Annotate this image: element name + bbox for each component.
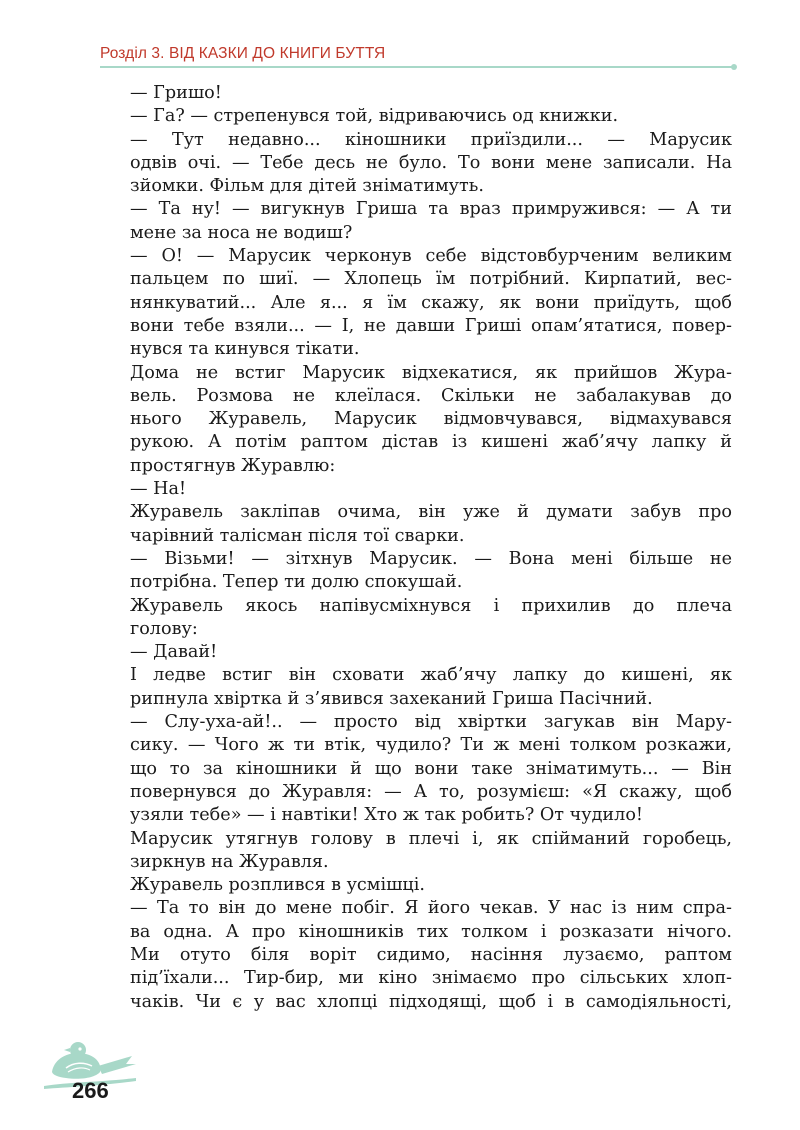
header-rule-dot bbox=[731, 64, 737, 70]
text-line: чаків. Чи є у вас хлопці підходящі, щоб і в самодіяльності, bbox=[130, 991, 732, 1012]
text-line: мене за носа не водиш? bbox=[130, 222, 353, 243]
text-line: зйомки. Фільм для дітей зніматимуть. bbox=[130, 176, 484, 197]
text-line: — На! bbox=[130, 479, 187, 500]
text-line: потрібна. Тепер ти долю спокушай. bbox=[130, 572, 463, 593]
text-line: — Гришо! bbox=[130, 83, 222, 103]
page-number: 266 bbox=[72, 1078, 109, 1103]
text-line: нього Журавель, Марусик відмовчувався, відмахувався bbox=[130, 409, 732, 430]
text-line: голову: bbox=[130, 618, 198, 639]
text-line: — Давай! bbox=[130, 642, 218, 663]
text-line: Марусик утягнув голову в плечі і, як спійманий горобець, bbox=[130, 828, 732, 849]
text-line: нувся та кинувся тікати. bbox=[130, 339, 360, 360]
text-line: що то за кіношники й що вони таке зніматимуть... — Він bbox=[130, 758, 732, 779]
text-line: — Тут недавно... кіношники приїздили... — Марусик bbox=[130, 129, 732, 150]
text-line: — Та то він до мене побіг. Я його чекав. У нас із ним спра- bbox=[130, 898, 732, 919]
text-line: вони тебе взяли... — І, не давши Гриші опам’ятатися, повер- bbox=[130, 315, 732, 336]
text-line: під’їхали... Тир-бир, ми кіно знімаємо про сільських хлоп- bbox=[130, 968, 732, 989]
text-line: чарівний талісман після тої сварки. bbox=[130, 525, 465, 546]
text-line: узяли тебе» — і навтіки! Хто ж так робить? От чудило! bbox=[130, 805, 643, 826]
text-line: рукою. А потім раптом дістав із кишені жаб’ячу лапку й bbox=[130, 432, 732, 453]
text-line: Дома не встиг Марусик відхекатися, як прийшов Жура- bbox=[130, 362, 732, 383]
text-line: Журавель закліпав очима, він уже й думати забув про bbox=[130, 502, 732, 523]
text-line: — Візьми! — зітхнув Марусик. — Вона мені більше не bbox=[130, 548, 732, 569]
text-line: Журавель якось напівусміхнувся і прихилив до плеча bbox=[130, 595, 732, 616]
text-line: І ледве встиг він сховати жаб’ячу лапку до кишені, як bbox=[130, 665, 732, 686]
text-line: пальцем по шиї. — Хлопець їм потрібний. Кирпатий, вес- bbox=[130, 269, 732, 290]
text-line: Журавель розплився в усмішці. bbox=[130, 875, 425, 896]
text-line: Ми отуто біля воріт сидимо, насіння лузаємо, раптом bbox=[130, 944, 732, 965]
text-line: — Га? — стрепенувся той, відриваючись од книжки. bbox=[130, 106, 619, 127]
text-line: одвів очі. — Тебе десь не було. То вони мене записали. На bbox=[130, 152, 732, 173]
text-line: зиркнув на Журавля. bbox=[130, 851, 329, 872]
section-header: Розділ 3. ВІД КАЗКИ ДО КНИГИ БУТТЯ bbox=[100, 45, 386, 62]
text-line: — О! — Марусик черконув себе відстовбурченим великим bbox=[130, 246, 732, 267]
text-line: простягнув Журавлю: bbox=[130, 455, 336, 476]
text-line: — Слу-уха-ай!.. — просто від хвіртки загукав він Мару- bbox=[130, 712, 732, 733]
header-rule bbox=[100, 66, 732, 68]
text-line: повернувся до Журавля: — А то, розумієш: «Я скажу, щоб bbox=[130, 781, 732, 802]
text-line: рипнула хвіртка й з’явився захеканий Гриша Пасічний. bbox=[130, 688, 653, 709]
text-line: ва одна. А про кіношників тих толком і розказати нічого. bbox=[130, 921, 732, 942]
story-text bbox=[130, 82, 732, 1014]
text-line: нянкуватий... Але я... я їм скажу, як вони приїдуть, щоб bbox=[130, 292, 732, 313]
text-line: — Та ну! — вигукнув Гриша та враз примружився: — А ти bbox=[130, 199, 732, 220]
text-line: сику. — Чого ж ти втік, чудило? Ти ж мені толком розкажи, bbox=[130, 735, 732, 756]
text-line: вель. Розмова не клеїлася. Скільки не забалакував до bbox=[130, 385, 732, 406]
